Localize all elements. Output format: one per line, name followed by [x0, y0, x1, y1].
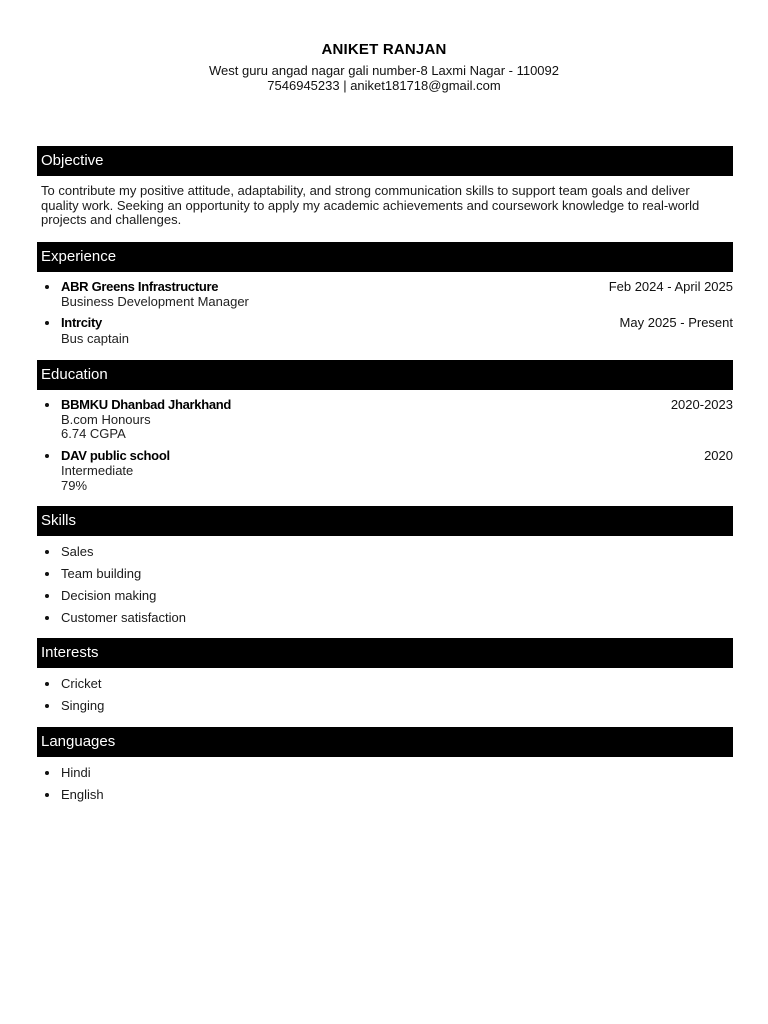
skill-text: Decision making — [61, 588, 157, 603]
experience-date: Feb 2024 - April 2025 — [608, 279, 733, 294]
experience-item — [41, 315, 733, 345]
experience-org: ABR Greens Infrastructure — [61, 279, 219, 294]
education-date: 2020-2023 — [670, 397, 733, 412]
address-line: West guru angad nagar gali number-8 Laxmi Nagar - 110092 — [208, 63, 559, 78]
objective-line: projects and challenges. — [41, 212, 182, 227]
contact-block — [0, 63, 768, 93]
bullet-icon — [45, 704, 49, 708]
interest-text: Singing — [61, 698, 105, 713]
education-org: DAV public school — [61, 448, 170, 463]
skill-text: Sales — [61, 544, 94, 559]
objective-line: To contribute my positive attitude, adaptability, and strong communication skills to support team goals and deliver — [41, 183, 690, 198]
education-date: 2020 — [704, 448, 733, 463]
section-heading-objective: Objective — [37, 146, 733, 176]
contact-line: 7546945233 | aniket181718@gmail.com — [267, 78, 501, 93]
section-heading-experience: Experience — [37, 242, 733, 272]
language-text: Hindi — [61, 765, 91, 780]
education-degree: Intermediate — [61, 463, 134, 478]
bullet-icon — [45, 572, 49, 576]
experience-date: May 2025 - Present — [619, 315, 733, 330]
section-heading-languages: Languages — [37, 727, 733, 757]
skill-text: Team building — [61, 566, 142, 581]
objective-text — [41, 184, 731, 228]
education-item — [41, 397, 733, 441]
objective-line: quality work. Seeking an opportunity to apply my academic achievements and coursework knowledge to real-world — [41, 197, 700, 213]
bullet-icon — [45, 616, 49, 620]
experience-role: Business Development Manager — [61, 294, 249, 309]
bullet-icon — [45, 793, 49, 797]
section-heading-interests: Interests — [37, 638, 733, 668]
education-score: 6.74 CGPA — [61, 426, 126, 441]
skill-text: Customer satisfaction — [61, 610, 186, 625]
education-degree: B.com Honours — [61, 412, 151, 427]
bullet-icon — [45, 321, 49, 325]
education-org: BBMKU Dhanbad Jharkhand — [61, 397, 232, 412]
section-heading-skills: Skills — [37, 506, 733, 536]
bullet-icon — [45, 682, 49, 686]
education-score: 79% — [61, 478, 88, 493]
experience-item — [41, 279, 733, 309]
interest-text: Cricket — [61, 676, 102, 691]
bullet-icon — [45, 594, 49, 598]
bullet-icon — [45, 285, 49, 289]
experience-org: Intrcity — [61, 315, 102, 330]
bullet-icon — [45, 454, 49, 458]
bullet-icon — [45, 550, 49, 554]
bullet-icon — [45, 403, 49, 407]
section-heading-education: Education — [37, 360, 733, 390]
education-item — [41, 448, 733, 492]
experience-role: Bus captain — [61, 331, 129, 346]
language-text: English — [61, 787, 104, 802]
bullet-icon — [45, 771, 49, 775]
candidate-name: ANIKET RANJAN — [321, 41, 447, 58]
